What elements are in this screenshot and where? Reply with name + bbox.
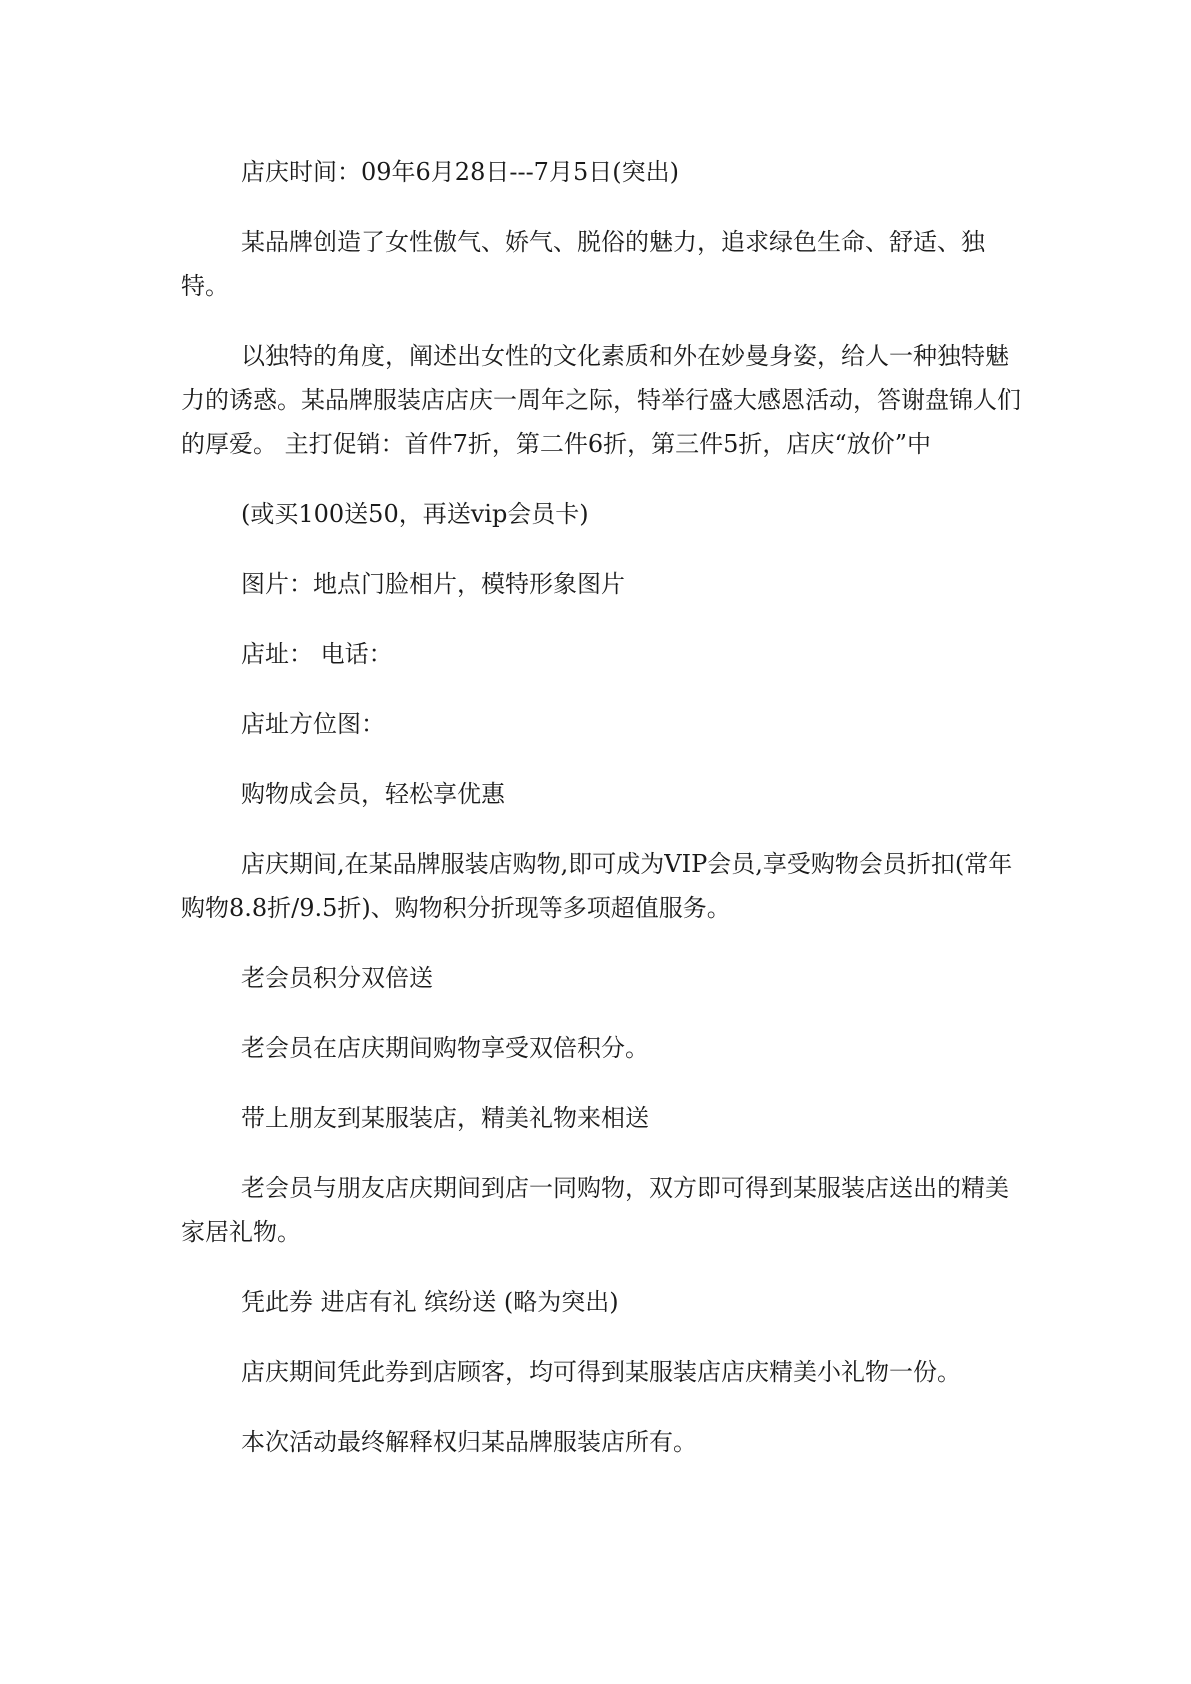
final-interpretation-note: 本次活动最终解释权归某品牌服装店所有。 bbox=[241, 1428, 697, 1456]
double-points-heading: 老会员积分双倍送 bbox=[241, 964, 433, 992]
friend-gift-heading: 带上朋友到某服装店，精美礼物来相送 bbox=[241, 1104, 649, 1132]
promotion-description: 以独特的角度，阐述出女性的文化素质和外在妙曼身姿，给人一种独特魅力的诱惑。某品牌服装店店庆一周年之际，特举行盛大感恩活动，答谢盘锦人们的厚爱。 主打促销：首件7折，第二件6折，第三件5折，店庆“放价”中 bbox=[181, 342, 1021, 458]
membership-heading: 购物成会员，轻松享优惠 bbox=[241, 780, 505, 808]
address-phone: 店址： 电话： bbox=[241, 640, 393, 668]
image-note: 图片：地点门脸相片，模特形象图片 bbox=[241, 570, 625, 598]
store-anniversary-date: 店庆时间：09年6月28日---7月5日(突出) bbox=[241, 158, 679, 186]
brand-intro: 某品牌创造了女性傲气、娇气、脱俗的魅力，追求绿色生命、舒适、独特。 bbox=[181, 228, 985, 300]
double-points-description: 老会员在店庆期间购物享受双倍积分。 bbox=[241, 1034, 649, 1062]
promotion-extra: (或买100送50，再送vip会员卡) bbox=[241, 500, 589, 528]
coupon-description: 店庆期间凭此券到店顾客，均可得到某服装店店庆精美小礼物一份。 bbox=[241, 1358, 961, 1386]
coupon-heading: 凭此券 进店有礼 缤纷送 (略为突出) bbox=[241, 1288, 619, 1316]
membership-description: 店庆期间,在某品牌服装店购物,即可成为VIP会员,享受购物会员折扣(常年购物8.8折/9.5折)、购物积分折现等多项超值服务。 bbox=[181, 850, 1013, 922]
location-map-label: 店址方位图： bbox=[241, 710, 385, 738]
friend-gift-description: 老会员与朋友店庆期间到店一同购物，双方即可得到某服装店送出的精美家居礼物。 bbox=[181, 1174, 1009, 1246]
document-body bbox=[181, 150, 1021, 1464]
